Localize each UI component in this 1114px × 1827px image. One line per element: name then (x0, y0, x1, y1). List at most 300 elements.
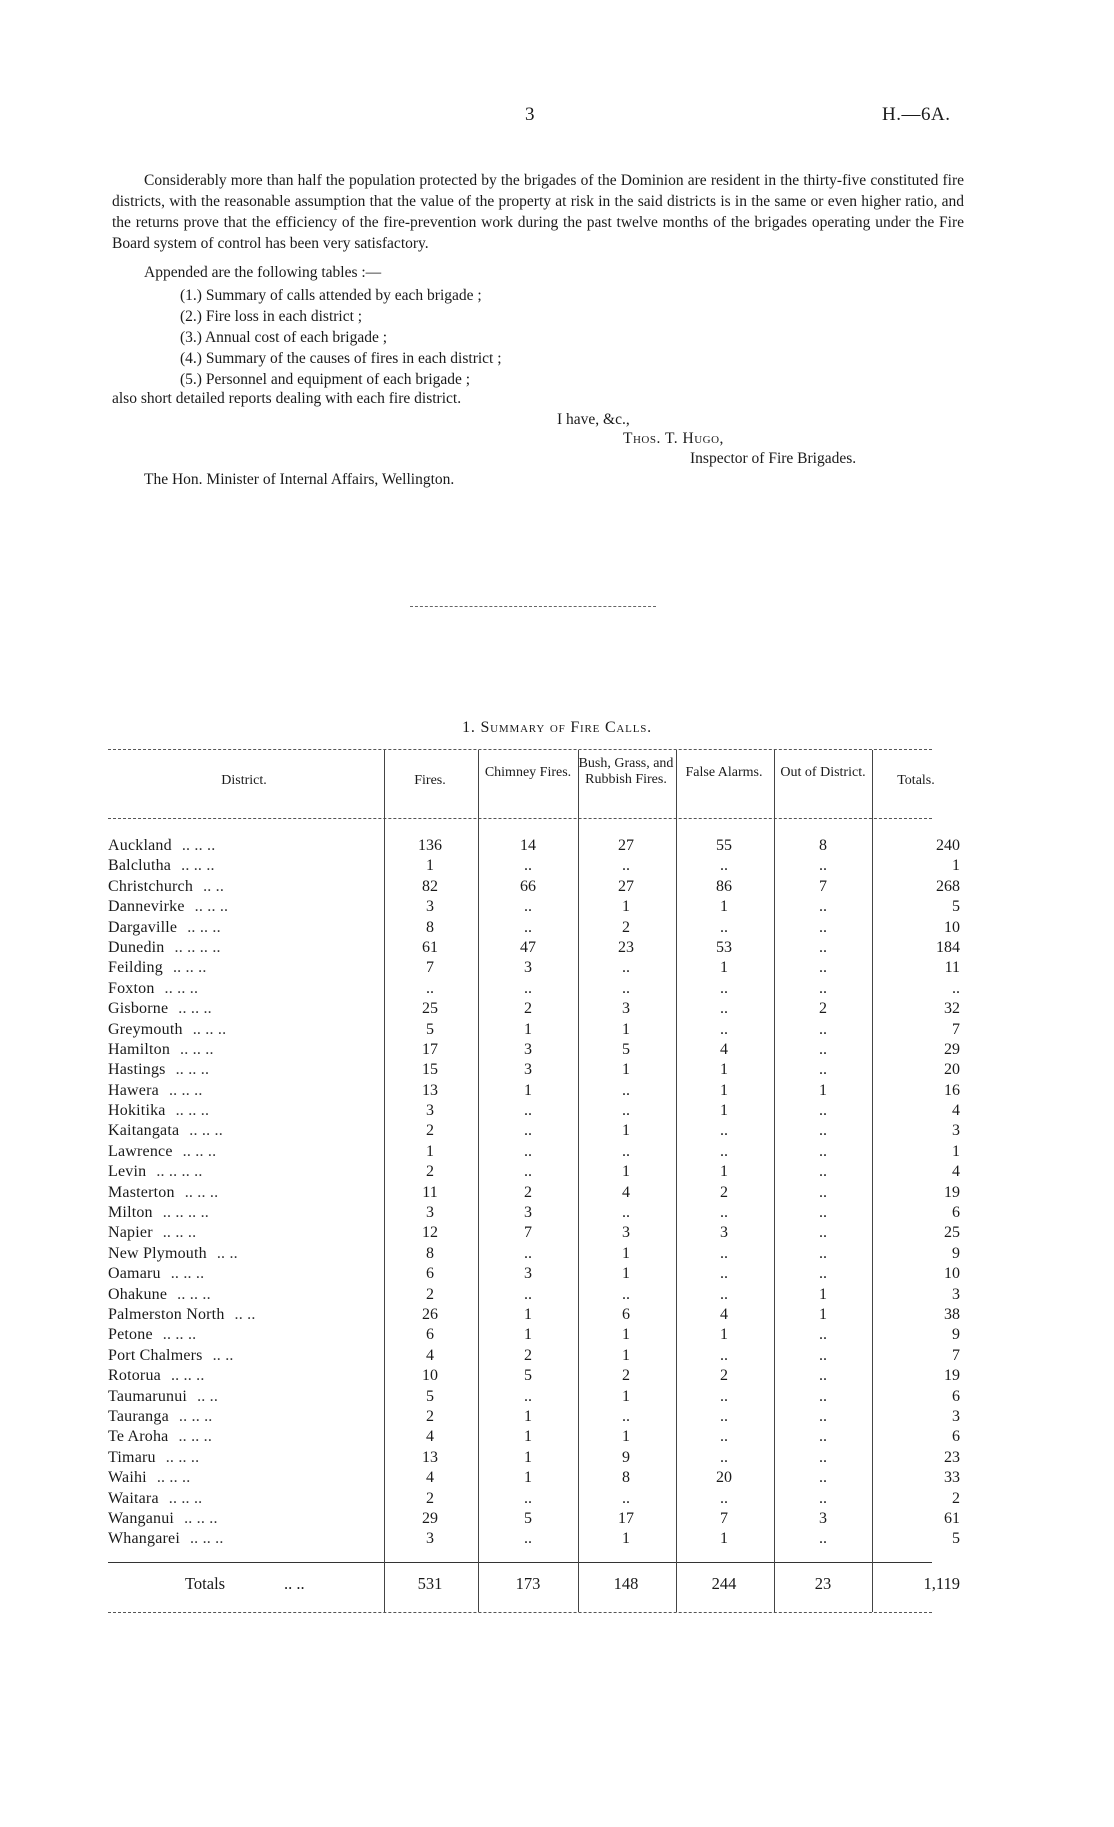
fires-cell: 2 (426, 1285, 434, 1303)
fires-cell: 2 (426, 1489, 434, 1507)
district-label: Te Aroha (108, 1428, 169, 1446)
fires-cell: 4 (426, 1346, 434, 1364)
leader-dots: .. .. .. (178, 1000, 212, 1018)
table-body (0, 837, 1114, 1551)
false-alarms-cell: .. (720, 1265, 728, 1283)
total-cell: 5 (952, 898, 960, 916)
fires-cell: .. (426, 979, 434, 997)
chimney-cell: 2 (524, 1000, 532, 1018)
out-of-district-cell: 8 (819, 837, 827, 854)
district-name (108, 878, 388, 896)
leader-dots: .. .. .. (189, 1530, 224, 1548)
district-name (108, 1184, 388, 1202)
out-of-district-cell: .. (819, 1469, 827, 1487)
chimney-cell: 1 (524, 1407, 532, 1425)
chimney-cell: 3 (524, 1204, 532, 1222)
totals-leader-dots: .. .. (284, 1574, 305, 1593)
chimney-cell: .. (524, 1244, 532, 1262)
bush-cell: 1 (622, 1346, 630, 1364)
district-name (108, 1041, 388, 1059)
out-of-district-cell: .. (819, 1407, 827, 1425)
false-alarms-cell: .. (720, 1428, 728, 1446)
district-label: Waihi (108, 1469, 147, 1487)
table-top-rule (108, 749, 932, 750)
false-alarms-cell: .. (720, 979, 728, 997)
fires-cell: 7 (426, 959, 434, 977)
table-row (0, 1388, 1114, 1408)
bush-cell: 1 (622, 1122, 630, 1140)
false-alarms-cell: 20 (716, 1469, 732, 1487)
district-label: Kaitangata (108, 1122, 180, 1140)
total-cell: 3 (952, 1122, 960, 1140)
fires-cell: 2 (426, 1407, 434, 1425)
district-name (108, 857, 388, 875)
table-row (0, 939, 1114, 959)
bush-cell: 1 (622, 1061, 630, 1079)
out-of-district-cell: .. (819, 918, 827, 936)
district-name (108, 837, 388, 855)
out-of-district-cell: .. (819, 1204, 827, 1222)
fires-cell: 4 (426, 1428, 434, 1446)
total-cell: 1 (952, 857, 960, 875)
bush-cell: 1 (622, 1020, 630, 1038)
district-label: Dunedin (108, 938, 165, 956)
chimney-cell: 1 (524, 1326, 532, 1344)
fires-cell: 136 (418, 837, 442, 854)
bush-cell: 1 (622, 1244, 630, 1262)
district-name (108, 980, 388, 998)
bush-cell: .. (622, 1407, 630, 1425)
table-row (0, 857, 1114, 877)
document-code: H.—6A. (882, 104, 951, 125)
false-alarms-cell: .. (720, 1489, 728, 1507)
total-cell: 10 (944, 1265, 960, 1283)
out-of-district-cell: .. (819, 1428, 827, 1446)
table-row (0, 1490, 1114, 1510)
false-alarms-cell: 1 (720, 959, 728, 977)
district-label: Timaru (108, 1448, 156, 1466)
total-cell: 6 (952, 1428, 960, 1446)
out-of-district-cell: .. (819, 1448, 827, 1466)
total-cell: 19 (944, 1367, 960, 1385)
header-district: District. (221, 773, 267, 788)
leader-dots: .. .. .. (165, 1448, 200, 1466)
leader-dots: .. .. .. (182, 1142, 217, 1160)
totals-grand-total: 1,119 (923, 1574, 960, 1593)
bush-cell: 2 (622, 1367, 630, 1385)
table-row (0, 1000, 1114, 1020)
leader-dots: .. .. .. .. (174, 938, 221, 956)
district-label: Balclutha (108, 857, 172, 875)
district-name (108, 1530, 388, 1548)
table-row (0, 1122, 1114, 1142)
list-item: (2.) Fire loss in each district ; (180, 308, 363, 325)
total-cell: 11 (944, 959, 960, 977)
total-cell: 5 (952, 1530, 960, 1548)
district-name (108, 1490, 388, 1508)
table-row (0, 1469, 1114, 1489)
bush-cell: 2 (622, 918, 630, 936)
total-cell: 3 (952, 1285, 960, 1303)
out-of-district-cell: .. (819, 959, 827, 977)
false-alarms-cell: 1 (720, 1326, 728, 1344)
false-alarms-cell: .. (720, 1387, 728, 1405)
chimney-cell: 7 (524, 1224, 532, 1242)
total-cell: 184 (936, 938, 960, 956)
totals-false-alarms: 244 (711, 1574, 737, 1593)
totals-fires: 531 (417, 1574, 443, 1593)
leader-dots: .. .. (203, 877, 225, 895)
leader-dots: .. .. .. (177, 1285, 211, 1303)
district-name (108, 1082, 388, 1100)
false-alarms-cell: 1 (720, 1102, 728, 1120)
closing: I have, &c., (557, 411, 630, 428)
table-row (0, 1245, 1114, 1265)
out-of-district-cell: .. (819, 898, 827, 916)
leader-dots: .. .. .. (168, 1489, 203, 1507)
fires-cell: 29 (422, 1509, 438, 1527)
fires-cell: 3 (426, 1530, 434, 1548)
fires-cell: 10 (422, 1367, 438, 1385)
total-cell: 16 (944, 1081, 960, 1099)
leader-dots: .. .. .. (178, 1407, 213, 1425)
district-label: Rotorua (108, 1367, 161, 1385)
district-label: Auckland (108, 837, 172, 854)
signatory-title: Inspector of Fire Brigades. (690, 450, 857, 467)
body-paragraph: Considerably more than half the population protected by the brigades of the Dominion are resident in the thirty-five constituted fire districts, with the reasonable assumption that the value of the property at risk in the said districts is in the same or even higher ratio, and the returns prove that the efficiency of the fire-prevention work during the past twelve months of the brigades operating under the Fire Board system of control has been very satisfactory. (112, 171, 964, 252)
header-totals: Totals. (897, 773, 935, 788)
leader-dots: .. .. .. (168, 1081, 203, 1099)
list-item: (1.) Summary of calls attended by each brigade ; (180, 287, 482, 304)
district-name (108, 1102, 388, 1120)
total-cell: .. (952, 979, 960, 997)
fires-cell: 2 (426, 1163, 434, 1181)
chimney-cell: 1 (524, 1305, 532, 1323)
total-cell: 19 (944, 1183, 960, 1201)
total-cell: 6 (952, 1204, 960, 1222)
total-cell: 23 (944, 1448, 960, 1466)
bush-cell: 1 (622, 1265, 630, 1283)
total-cell: 10 (944, 918, 960, 936)
district-label: Ohakune (108, 1285, 168, 1303)
chimney-cell: 3 (524, 1061, 532, 1079)
district-label: Tauranga (108, 1407, 169, 1425)
table-row (0, 1286, 1114, 1306)
false-alarms-cell: .. (720, 1407, 728, 1425)
district-label: Dargaville (108, 918, 178, 936)
totals-row (0, 1574, 1114, 1596)
district-name (108, 1245, 388, 1263)
chimney-cell: .. (524, 1102, 532, 1120)
chimney-cell: .. (524, 857, 532, 875)
leader-dots: .. .. .. (194, 898, 229, 916)
out-of-district-cell: .. (819, 1489, 827, 1507)
false-alarms-cell: 2 (720, 1367, 728, 1385)
table-row (0, 1163, 1114, 1183)
leader-dots: .. .. .. (156, 1469, 191, 1487)
fires-cell: 3 (426, 1204, 434, 1222)
district-name (108, 1143, 388, 1161)
fires-cell: 6 (426, 1265, 434, 1283)
district-label: Dannevirke (108, 898, 185, 916)
page-number: 3 (525, 104, 535, 125)
false-alarms-cell: .. (720, 1448, 728, 1466)
district-name (108, 1326, 388, 1344)
false-alarms-cell: 3 (720, 1224, 728, 1242)
bush-cell: 3 (622, 1000, 630, 1018)
leader-dots: .. .. .. (184, 1509, 218, 1527)
total-cell: 9 (952, 1244, 960, 1262)
table-row (0, 898, 1114, 918)
bush-cell: .. (622, 1285, 630, 1303)
out-of-district-cell: 1 (819, 1285, 827, 1303)
out-of-district-cell: .. (819, 1346, 827, 1364)
total-cell: 25 (944, 1224, 960, 1242)
chimney-cell: 3 (524, 959, 532, 977)
district-label: Masterton (108, 1183, 175, 1201)
out-of-district-cell: .. (819, 1142, 827, 1160)
district-name (108, 1408, 388, 1426)
fires-cell: 4 (426, 1469, 434, 1487)
fires-cell: 5 (426, 1387, 434, 1405)
out-of-district-cell: .. (819, 938, 827, 956)
district-label: Feilding (108, 959, 163, 977)
district-label: Whangarei (108, 1530, 180, 1548)
bush-cell: 9 (622, 1448, 630, 1466)
bush-cell: 27 (618, 877, 634, 895)
signatory-name: Thos. T. Hugo, (623, 430, 724, 447)
chimney-cell: 5 (524, 1509, 532, 1527)
chimney-cell: 2 (524, 1183, 532, 1201)
chimney-cell: .. (524, 1122, 532, 1140)
district-label: Levin (108, 1163, 147, 1181)
leader-dots: .. .. .. (180, 1040, 214, 1058)
leader-dots: .. .. .. (170, 1367, 205, 1385)
district-name (108, 1204, 388, 1222)
bush-cell: .. (622, 1204, 630, 1222)
district-label: Waitara (108, 1489, 159, 1507)
table-row (0, 1061, 1114, 1081)
leader-dots: .. .. .. (187, 918, 221, 936)
fires-cell: 8 (426, 1244, 434, 1262)
total-cell: 33 (944, 1469, 960, 1487)
district-label: Taumarunui (108, 1387, 188, 1405)
header-chimney-fires: Chimney Fires. (484, 765, 572, 780)
false-alarms-cell: .. (720, 1244, 728, 1262)
district-name (108, 1286, 388, 1304)
table-row (0, 1224, 1114, 1244)
leader-dots: .. .. (216, 1244, 238, 1262)
chimney-cell: 1 (524, 1448, 532, 1466)
leader-dots: .. .. .. .. (156, 1163, 203, 1181)
out-of-district-cell: .. (819, 1224, 827, 1242)
district-label: Palmerston North (108, 1305, 225, 1323)
chimney-cell: 2 (524, 1346, 532, 1364)
leader-dots: .. .. .. (172, 959, 207, 977)
leader-dots: .. .. (197, 1387, 219, 1405)
leader-dots: .. .. .. (181, 857, 215, 875)
total-cell: 29 (944, 1040, 960, 1058)
district-name (108, 1265, 388, 1283)
leader-dots: .. .. .. (192, 1020, 227, 1038)
out-of-district-cell: .. (819, 1367, 827, 1385)
chimney-cell: .. (524, 1530, 532, 1548)
appended-intro: Appended are the following tables :— (144, 264, 382, 281)
list-item: (4.) Summary of the causes of fires in each district ; (180, 350, 502, 367)
bush-cell: .. (622, 1081, 630, 1099)
bush-cell: .. (622, 959, 630, 977)
out-of-district-cell: .. (819, 1020, 827, 1038)
false-alarms-cell: .. (720, 1285, 728, 1303)
totals-chimney: 173 (515, 1574, 541, 1593)
district-label: Gisborne (108, 1000, 169, 1018)
false-alarms-cell: 1 (720, 1530, 728, 1548)
district-name (108, 1510, 388, 1528)
table-row (0, 1449, 1114, 1469)
out-of-district-cell: 2 (819, 1000, 827, 1018)
chimney-cell: .. (524, 898, 532, 916)
false-alarms-cell: .. (720, 1000, 728, 1018)
bush-cell: 17 (618, 1509, 634, 1527)
chimney-cell: 5 (524, 1367, 532, 1385)
chimney-cell: .. (524, 1489, 532, 1507)
also-text: also short detailed reports dealing with each fire district. (112, 390, 462, 407)
fires-cell: 2 (426, 1122, 434, 1140)
total-cell: 4 (952, 1102, 960, 1120)
bush-cell: 23 (618, 938, 634, 956)
false-alarms-cell: 1 (720, 1081, 728, 1099)
chimney-cell: 3 (524, 1040, 532, 1058)
fires-cell: 3 (426, 1102, 434, 1120)
fires-cell: 1 (426, 1142, 434, 1160)
district-label: Oamaru (108, 1265, 161, 1283)
bush-cell: 1 (622, 898, 630, 916)
totals-bush: 148 (613, 1574, 639, 1593)
district-label: Wanganui (108, 1509, 175, 1527)
table-row (0, 959, 1114, 979)
bush-cell: 1 (622, 1163, 630, 1181)
bush-cell: 3 (622, 1224, 630, 1242)
out-of-district-cell: .. (819, 1061, 827, 1079)
chimney-cell: .. (524, 1142, 532, 1160)
leader-dots: .. .. .. (162, 1326, 197, 1344)
chimney-cell: .. (524, 1285, 532, 1303)
chimney-cell: 47 (520, 938, 536, 956)
bush-cell: .. (622, 1102, 630, 1120)
bush-cell: 1 (622, 1530, 630, 1548)
district-name (108, 1306, 388, 1324)
total-cell: 38 (944, 1305, 960, 1323)
fires-cell: 5 (426, 1020, 434, 1038)
leader-dots: .. .. .. (162, 1224, 197, 1242)
district-name (108, 1428, 388, 1446)
district-label: Lawrence (108, 1142, 173, 1160)
out-of-district-cell: 3 (819, 1509, 827, 1527)
header-out-of-district: Out of District. (780, 765, 866, 780)
total-cell: 6 (952, 1387, 960, 1405)
table-row (0, 1204, 1114, 1224)
district-name (108, 1061, 388, 1079)
table-row (0, 1041, 1114, 1061)
district-label: Greymouth (108, 1020, 183, 1038)
bush-cell: 1 (622, 1428, 630, 1446)
leader-dots: .. .. .. .. (162, 1204, 209, 1222)
district-label: Hamilton (108, 1040, 171, 1058)
chimney-cell: 66 (520, 877, 536, 895)
bush-cell: 1 (622, 1387, 630, 1405)
chimney-cell: 1 (524, 1081, 532, 1099)
chimney-cell: .. (524, 979, 532, 997)
fires-cell: 12 (422, 1224, 438, 1242)
total-cell: 9 (952, 1326, 960, 1344)
table-row (0, 1367, 1114, 1387)
out-of-district-cell: .. (819, 1102, 827, 1120)
table-row (0, 1306, 1114, 1326)
total-cell: 61 (944, 1509, 960, 1527)
section-divider (410, 606, 656, 607)
false-alarms-cell: .. (720, 857, 728, 875)
table-row (0, 980, 1114, 1000)
totals-label: Totals (185, 1574, 226, 1593)
fires-cell: 17 (422, 1040, 438, 1058)
out-of-district-cell: .. (819, 1265, 827, 1283)
district-name (108, 919, 388, 937)
list-item: (5.) Personnel and equipment of each brigade ; (180, 371, 471, 388)
table-row (0, 1021, 1114, 1041)
out-of-district-cell: .. (819, 1163, 827, 1181)
out-of-district-cell: .. (819, 857, 827, 875)
district-label: Hastings (108, 1061, 166, 1079)
chimney-cell: .. (524, 918, 532, 936)
false-alarms-cell: .. (720, 1122, 728, 1140)
district-label: Port Chalmers (108, 1346, 203, 1364)
bush-cell: .. (622, 979, 630, 997)
fires-cell: 61 (422, 938, 438, 956)
out-of-district-cell: .. (819, 1387, 827, 1405)
table-row (0, 1143, 1114, 1163)
chimney-cell: .. (524, 1163, 532, 1181)
leader-dots: .. .. .. (184, 1183, 219, 1201)
chimney-cell: 14 (520, 837, 536, 854)
chimney-cell: 1 (524, 1020, 532, 1038)
leader-dots: .. .. .. (164, 979, 199, 997)
table-row (0, 1510, 1114, 1530)
district-name (108, 1163, 388, 1181)
table-bottom-rule (108, 1612, 932, 1613)
out-of-district-cell: 1 (819, 1305, 827, 1323)
out-of-district-cell: .. (819, 1326, 827, 1344)
bush-cell: 6 (622, 1305, 630, 1323)
bush-cell: .. (622, 857, 630, 875)
table-row (0, 1326, 1114, 1346)
district-name (108, 939, 388, 957)
table-row (0, 1102, 1114, 1122)
fires-cell: 15 (422, 1061, 438, 1079)
false-alarms-cell: .. (720, 1346, 728, 1364)
district-label: Christchurch (108, 877, 194, 895)
district-label: Hawera (108, 1081, 159, 1099)
district-name (108, 1224, 388, 1242)
fires-cell: 8 (426, 918, 434, 936)
false-alarms-cell: 4 (720, 1040, 728, 1058)
fires-cell: 26 (422, 1305, 438, 1323)
district-name (108, 1449, 388, 1467)
out-of-district-cell: 7 (819, 877, 827, 895)
totals-out-of-district: 23 (814, 1574, 832, 1593)
leader-dots: .. .. .. (175, 1102, 210, 1120)
false-alarms-cell: 86 (716, 877, 732, 895)
false-alarms-cell: .. (720, 1204, 728, 1222)
